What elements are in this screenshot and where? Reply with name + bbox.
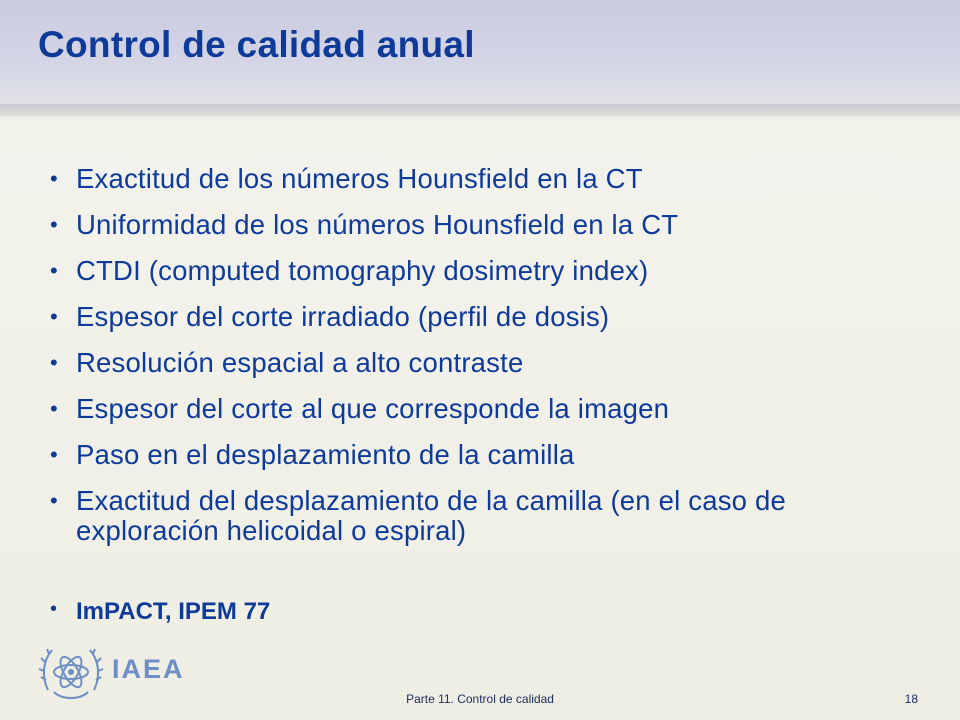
bullet-item (50, 164, 930, 194)
bullet-icon: • (50, 212, 58, 237)
iaea-logo-text: IAEA (112, 654, 185, 684)
bullet-text: Resolución espacial a alto contraste (76, 347, 524, 378)
bullet-list (50, 164, 930, 562)
page-number: 18 (904, 692, 918, 706)
bullet-text: Paso en el desplazamiento de la camilla (76, 439, 575, 470)
bullet-item (50, 302, 930, 332)
bullet-item (50, 486, 930, 546)
bullet-text: Espesor del corte al que corresponde la imagen (76, 393, 670, 424)
slide-title: Control de calidad anual (38, 24, 475, 65)
title-band-shadow (0, 104, 960, 120)
bullet-text: Exactitud de los números Hounsfield en la CT (76, 163, 643, 194)
bullet-icon: • (50, 598, 58, 620)
bullet-item (50, 210, 930, 240)
bullet-icon: • (50, 258, 58, 283)
bullet-item (50, 256, 930, 286)
bullet-icon: • (50, 396, 58, 421)
bullet-text: Exactitud del desplazamiento de la camilla (en el caso de exploración helicoidal o espiral) (76, 485, 786, 546)
bullet-icon: • (50, 350, 58, 375)
bullet-icon: • (50, 442, 58, 467)
bullet-text: Espesor del corte irradiado (perfil de dosis) (76, 301, 610, 332)
bullet-text: CTDI (computed tomography dosimetry index) (76, 255, 649, 286)
bullet-icon: • (50, 166, 58, 191)
reference-bullet (50, 598, 270, 626)
bullet-item (50, 394, 930, 424)
bullet-item (50, 348, 930, 378)
bullet-item (50, 440, 930, 470)
bullet-text: Uniformidad de los números Hounsfield en la CT (76, 209, 679, 240)
reference-text: ImPACT, IPEM 77 (76, 598, 271, 625)
bullet-icon: • (50, 488, 58, 513)
footer-text: Parte 11. Control de calidad (406, 692, 554, 706)
bullet-icon: • (50, 304, 58, 329)
